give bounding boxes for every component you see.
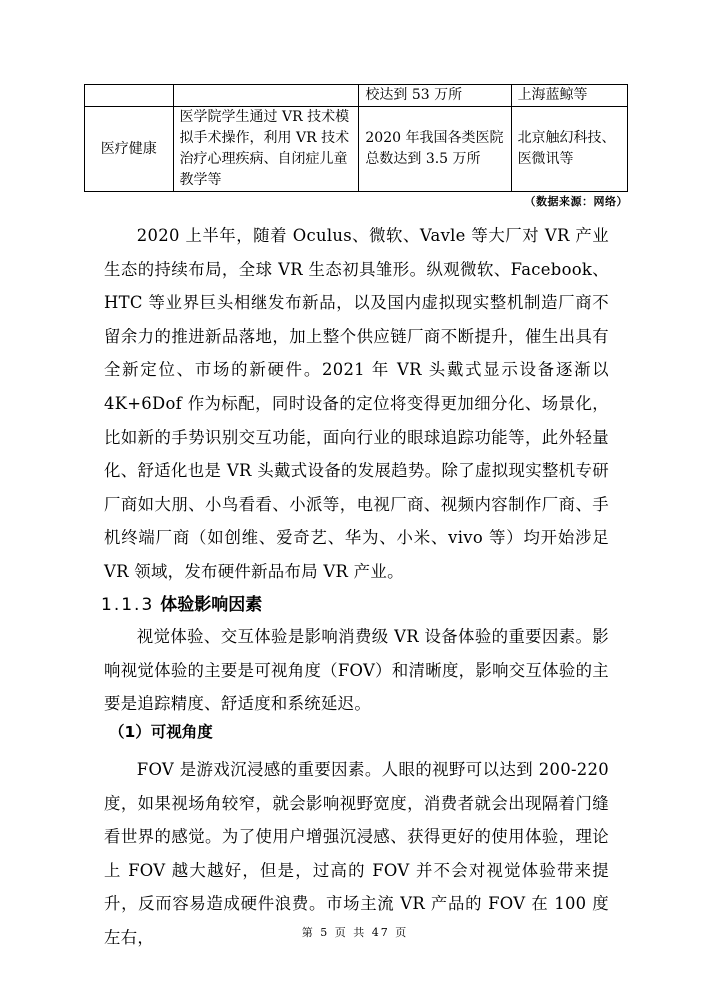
section-title: 体验影响因素 — [160, 595, 263, 615]
table-cell: 北京触幻科技、医微讯等 — [511, 107, 627, 192]
body-paragraph: 2020 上半年，随着 Oculus、微软、Vavle 等大厂对 VR 产业生态的持续布局，全球 VR 生态初具雏形。纵观微软、Facebook、HTC 等业界巨头相继发布新品，以及国内虚拟现实整机制造厂商不留余力的推进新品落地，加上整个供应链厂商不断提升，催生出具有全新定位、市场的新硬件。2021 年 VR 头戴式显示设备逐渐以 4K+6Dof 作为标配，同时设备的定位将变得更加细分化、场景化，比如新的手势识别交互功能，面向行业的眼球追踪功能等，此外轻量化、舒适化也是 VR 头戴式设备的发展趋势。除了虚拟现实整机专研厂商如大朋、小鸟看看、小派等，电视厂商、视频内容制作厂商、手机终端厂商（如创维、爱奇艺、华为、小米、vivo 等）均开始涉足 VR 领域，发布硬件新品布局 VR 产业。 — [104, 226, 609, 581]
table-cell: 上海蓝鲸等 — [511, 85, 627, 107]
table-cell — [173, 85, 359, 107]
table-cell: 2020 年我国各类医院总数达到 3.5 万所 — [359, 107, 511, 192]
page-footer: 第 5 页 共 47 页 — [301, 926, 409, 939]
table-cell — [85, 85, 174, 107]
body-paragraph: 视觉体验、交互体验是影响消费级 VR 设备体验的重要因素。影响视觉体验的主要是可视角度（FOV）和清晰度，影响交互体验的主要是追踪精度、舒适度和系统延迟。 — [104, 627, 609, 714]
section-heading — [101, 590, 262, 615]
table-row — [85, 85, 628, 107]
table-row — [85, 107, 628, 192]
table-cell: 医疗健康 — [85, 107, 174, 192]
subsection-heading: （1）可视角度 — [109, 723, 213, 741]
table-cell: 医学院学生通过 VR 技术模拟手术操作，利用 VR 技术治疗心理疾病、自闭症儿童教学等 — [173, 107, 359, 192]
source-note: （数据来源：网络） — [524, 195, 628, 208]
section-number: 1.1.3 — [101, 595, 155, 615]
application-table — [84, 84, 628, 192]
body-paragraph: FOV 是游戏沉浸感的重要因素。人眼的视野可以达到 200-220 度，如果视场角较窄，就会影响视野宽度，消费者就会出现隔着门缝看世界的感觉。为了使用户增强沉浸感、获得更好的使用体验，理论上 FOV 越大越好，但是，过高的 FOV 并不会对视觉体验带来提升，反而容易造成硬件浪费。市场主流 VR 产品的 FOV 在 100 度左右， — [104, 760, 609, 947]
table-cell: 校达到 53 万所 — [359, 85, 511, 107]
